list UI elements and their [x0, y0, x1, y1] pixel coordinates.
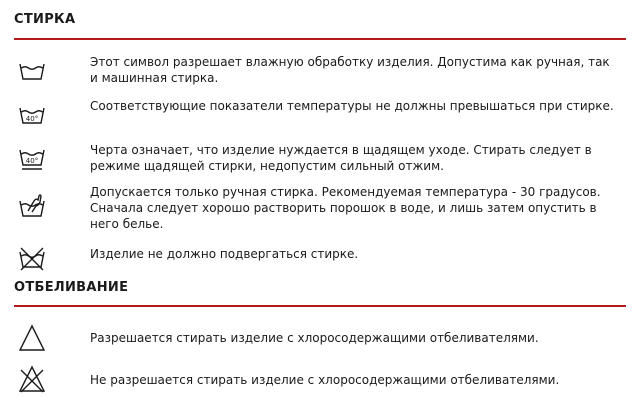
section-divider-bleaching: [14, 305, 626, 307]
section-divider-washing: [14, 38, 626, 40]
item-description: Разрешается стирать изделие с хлоросодержащими отбеливателями.: [90, 331, 539, 345]
item-description: Этот символ разрешает влажную обработку изделия. Допустима как ручная, так и машинная стирка.: [90, 55, 610, 85]
item-description: Соответствующие показатели температуры не должны превышаться при стирке.: [90, 99, 614, 113]
temp-label: 40°: [25, 157, 39, 165]
wash-40-icon: [18, 100, 46, 128]
washing-tub-icon: [18, 56, 46, 84]
bleach-allowed-icon: [18, 324, 46, 352]
section-title-washing: СТИРКА: [14, 12, 76, 27]
temp-label: 40°: [25, 115, 39, 123]
hand-wash-icon: [18, 192, 46, 220]
do-not-wash-icon: [18, 244, 46, 272]
item-description: Изделие не должно подвергаться стирке.: [90, 247, 359, 261]
item-description: Допускается только ручная стирка. Рекомендуемая температура - 30 градусов. Сначала следует хорошо растворить порошок в воде, и лишь затем опустить в него белье.: [90, 185, 601, 231]
section-title-bleaching: ОТБЕЛИВАНИЕ: [14, 280, 129, 295]
wash-40-gentle-icon: [18, 144, 46, 172]
item-description: Черта означает, что изделие нуждается в щадящем уходе. Стирать следует в режиме щадящей стирки, недопустим сильный отжим.: [90, 143, 592, 173]
do-not-bleach-icon: [18, 365, 46, 393]
item-description: Не разрешается стирать изделие с хлоросодержащими отбеливателями.: [90, 373, 560, 387]
